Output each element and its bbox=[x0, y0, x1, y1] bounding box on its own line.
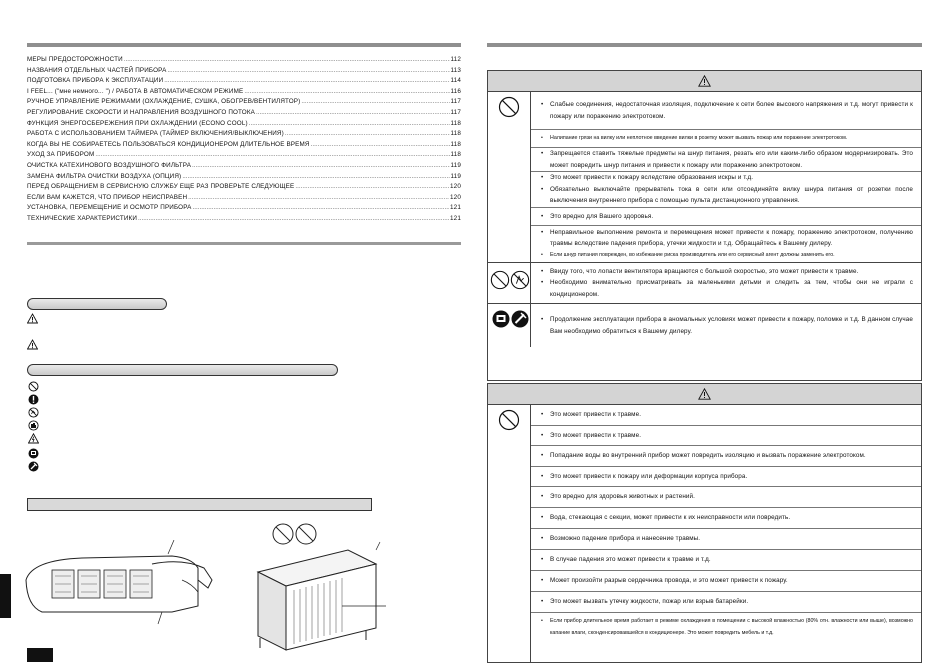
toc-title: ПЕРЕД ОБРАЩЕНИЕМ В СЕРВИСНУЮ СЛУЖБУ ЕЩЕ РАЗ ПРОВЕРЬТЕ СЛЕДУЮЩЕЕ bbox=[27, 183, 295, 191]
toc-title: УСТАНОВКА, ПЕРЕМЕЩЕНИЕ И ОСМОТР ПРИБОРА bbox=[27, 204, 192, 212]
toc-page: 118 bbox=[450, 130, 461, 138]
caution-triangle-icon bbox=[698, 388, 711, 400]
safety-item: • Запрещается ставить тяжелые предметы на шнур питания, резать его или каким-либо образом модернизировать. Это может повредить шнур питания и привести к пожару или поражению электротоком. bbox=[541, 148, 913, 171]
toc-page: 120 bbox=[450, 183, 461, 191]
toc-page: 121 bbox=[450, 214, 461, 222]
toc-page: 120 bbox=[450, 193, 461, 201]
toc-row bbox=[27, 119, 461, 130]
toc-leader bbox=[95, 150, 449, 161]
toc-title: КОГДА ВЫ НЕ СОБИРАЕТЕСЬ ПОЛЬЗОВАТЬСЯ КОНДИЦИОНЕРОМ ДЛИТЕЛЬНОЕ ВРЕМЯ bbox=[27, 140, 310, 148]
page-side-tab bbox=[0, 574, 11, 618]
symbols-legend-pill bbox=[27, 364, 338, 376]
safety-item: • Продолжение эксплуатации прибора в аномальных условиях может привести к пожару, поломке и т.д. В данном случае Вам необходимо обратиться к Вашему дилеру. bbox=[541, 314, 913, 337]
toc-title: РЕГУЛИРОВАНИЕ СКОРОСТИ И НАПРАВЛЕНИЯ ВОЗДУШНОГО ПОТОКА bbox=[27, 108, 255, 116]
toc-page: 112 bbox=[450, 56, 461, 63]
toc-row bbox=[27, 87, 461, 98]
warning-group bbox=[488, 92, 921, 263]
toc-page: 119 bbox=[450, 161, 461, 169]
toc-page: 118 bbox=[450, 140, 461, 148]
toc-row bbox=[27, 150, 461, 161]
unplug-icon bbox=[511, 310, 529, 328]
safety-row bbox=[531, 508, 921, 529]
ground-icon bbox=[28, 448, 39, 459]
safety-row bbox=[531, 304, 921, 347]
safety-row bbox=[531, 529, 921, 550]
toc-page: 113 bbox=[450, 66, 461, 74]
toc-leader bbox=[192, 161, 449, 172]
toc-leader bbox=[124, 55, 450, 66]
safety-item: • Это может привести к пожару вследствие образования искры и т.д. bbox=[541, 172, 913, 184]
safety-item: • Попадание воды во внутренний прибор может повредить изоляцию и вызвать поражение электротоком. bbox=[541, 450, 913, 462]
prohibited-icon bbox=[498, 96, 520, 118]
toc-row bbox=[27, 129, 461, 140]
toc-row bbox=[27, 172, 461, 183]
left-top-rule bbox=[27, 43, 461, 47]
page-number-block bbox=[27, 648, 53, 662]
toc-page: 114 bbox=[450, 77, 461, 85]
toc-leader bbox=[295, 182, 449, 193]
toc-leader bbox=[167, 66, 449, 77]
toc-title: ЗАМЕНА ФИЛЬТРА ОЧИСТКИ ВОЗДУХА (ОПЦИЯ) bbox=[27, 172, 182, 180]
no-wet-hands-icon bbox=[28, 420, 39, 431]
safety-item: • Обязательно выключайте прерыватель тока в сети или отсоединяйте вилку шнура питания от розетки после выключения внутреннего прибора с помощью пульта дистанционного управления. bbox=[541, 184, 913, 207]
safety-row bbox=[531, 487, 921, 508]
toc-page: 118 bbox=[450, 119, 461, 127]
toc-leader bbox=[188, 193, 449, 204]
warning-triangle-icon bbox=[698, 75, 711, 87]
toc-leader bbox=[138, 214, 449, 225]
warning-legend-pill bbox=[27, 298, 167, 310]
toc-title: РУЧНОЕ УПРАВЛЕНИЕ РЕЖИМАМИ (ОХЛАЖДЕНИЕ, СУШКА, ОБОГРЕВ/ВЕНТИЛЯТОР) bbox=[27, 98, 301, 106]
prohibited-icon bbox=[490, 270, 510, 290]
safety-item: • Может произойти разрыв сердечника провода, и это может привести к пожару. bbox=[541, 575, 913, 587]
toc-page: 118 bbox=[450, 151, 461, 159]
safety-row bbox=[531, 405, 921, 426]
safety-item: • Это может привести к пожару или деформации корпуса прибора. bbox=[541, 471, 913, 483]
safety-row bbox=[531, 446, 921, 467]
toc-page: 117 bbox=[450, 108, 461, 116]
ground-icon bbox=[492, 310, 510, 328]
toc-row bbox=[27, 140, 461, 151]
safety-item: • Это может привести к травме. bbox=[541, 409, 913, 421]
unplug-icon bbox=[28, 461, 39, 472]
no-fingers-icon bbox=[28, 407, 39, 418]
toc-title: РАБОТА С ИСПОЛЬЗОВАНИЕМ ТАЙМЕРА (ТАЙМЕР ВКЛЮЧЕНИЯ/ВЫКЛЮЧЕНИЯ) bbox=[27, 130, 284, 138]
toc-title: НАЗВАНИЯ ОТДЕЛЬНЫХ ЧАСТЕЙ ПРИБОРА bbox=[27, 66, 167, 74]
safety-row bbox=[531, 130, 921, 148]
toc-row bbox=[27, 214, 461, 225]
toc-page: 117 bbox=[450, 98, 461, 106]
safety-item: • Если прибор длительное время работает в режиме охлаждения в помещении с высокой влажностью (80% отн. влажности или выше), возможно капание влаги, сконденсировавшейся в кондиционере. Это может повредить мебель и т.д. bbox=[541, 616, 913, 639]
safety-item: • Слабые соединения, недостаточная изоляция, подключение к сети более высокого напряжения и т.д. могут привести к пожару или поражению электротоком. bbox=[541, 99, 913, 122]
section-divider bbox=[27, 242, 461, 245]
prohibited-icon bbox=[498, 409, 520, 431]
safety-row bbox=[531, 467, 921, 487]
safety-row bbox=[531, 208, 921, 226]
toc-row bbox=[27, 76, 461, 87]
toc-row bbox=[27, 161, 461, 172]
safety-item: • Это может привести к травме. bbox=[541, 430, 913, 442]
safety-row bbox=[531, 550, 921, 571]
toc-leader bbox=[256, 108, 450, 119]
toc-row bbox=[27, 182, 461, 193]
caution-panel bbox=[487, 383, 922, 663]
toc-leader bbox=[301, 97, 449, 108]
toc-row bbox=[27, 55, 461, 66]
safety-row bbox=[531, 263, 921, 303]
safety-row bbox=[531, 613, 921, 642]
toc-row bbox=[27, 108, 461, 119]
safety-item: • Возможно падение прибора и нанесение травмы. bbox=[541, 533, 913, 545]
figure-caption-bar bbox=[27, 498, 372, 511]
safety-row bbox=[531, 226, 921, 262]
toc-page: 119 bbox=[450, 172, 461, 180]
toc-page: 121 bbox=[450, 204, 461, 212]
warning-triangle-icon bbox=[27, 313, 38, 324]
safety-row bbox=[531, 571, 921, 592]
toc-title: ПОДГОТОВКА ПРИБОРА К ЭКСПЛУАТАЦИИ bbox=[27, 77, 164, 85]
indoor-unit-illustration bbox=[22, 540, 222, 630]
toc-leader bbox=[164, 76, 449, 87]
safety-item: • Ввиду того, что лопасти вентилятора вращаются с большой скоростью, это может привести к травме. bbox=[541, 266, 913, 278]
safety-row bbox=[531, 592, 921, 613]
toc-row bbox=[27, 203, 461, 214]
safety-row bbox=[531, 92, 921, 130]
toc-row bbox=[27, 97, 461, 108]
safety-row bbox=[531, 172, 921, 208]
toc-title: ЕСЛИ ВАМ КАЖЕТСЯ, ЧТО ПРИБОР НЕИСПРАВЕН bbox=[27, 193, 188, 201]
toc-title: МЕРЫ ПРЕДОСТОРОЖНОСТИ bbox=[27, 56, 123, 63]
mandatory-icon bbox=[28, 394, 39, 405]
caution-triangle-icon bbox=[27, 339, 38, 350]
caution-icon-cell bbox=[488, 405, 531, 662]
toc-leader bbox=[244, 87, 449, 98]
toc-page: 116 bbox=[450, 87, 461, 95]
safety-row bbox=[531, 148, 921, 172]
toc-row bbox=[27, 66, 461, 77]
safety-item: • Налипание грязи на вилку или неплотное введение вилки в розетку может вызвать пожар или поражение электротоком. bbox=[541, 133, 913, 145]
warning-panel bbox=[487, 70, 922, 381]
safety-item: • Необходимо внимательно присматривать за маленькими детьми и следить за тем, чтобы они не играли с кондиционером. bbox=[541, 277, 913, 300]
safety-item: • Если шнур питания поврежден, во избежание риска производитель или его сервисный агент должны заменить его. bbox=[541, 250, 913, 262]
toc-leader bbox=[249, 119, 450, 130]
safety-item: • Это может вызвать утечку жидкости, пожар или взрыв батарейки. bbox=[541, 596, 913, 608]
safety-item: • Вода, стекающая с секции, может привести к их неисправности или повредить. bbox=[541, 512, 913, 524]
warning-icon-cell bbox=[488, 304, 531, 347]
table-of-contents bbox=[27, 55, 461, 225]
toc-leader bbox=[182, 172, 449, 183]
toc-row bbox=[27, 193, 461, 204]
caution-panel-header bbox=[488, 384, 921, 405]
toc-title: ТЕХНИЧЕСКИЕ ХАРАКТЕРИСТИКИ bbox=[27, 214, 138, 222]
toc-leader bbox=[285, 129, 450, 140]
outdoor-unit-illustration bbox=[238, 520, 398, 660]
warning-group bbox=[488, 263, 921, 304]
caution-group bbox=[488, 405, 921, 662]
warning-panel-header bbox=[488, 71, 921, 92]
electric-shock-icon bbox=[28, 433, 39, 444]
warning-icon-cell bbox=[488, 263, 531, 303]
warning-group bbox=[488, 304, 921, 347]
toc-leader bbox=[311, 140, 450, 151]
toc-leader bbox=[193, 203, 450, 214]
right-top-rule bbox=[487, 43, 922, 47]
safety-item: • В случае падения это может привести к травме и т.д. bbox=[541, 554, 913, 566]
toc-title: I FEEL... ("мне немного... ") / РАБОТА В АВТОМАТИЧЕСКОМ РЕЖИМЕ bbox=[27, 87, 244, 95]
safety-row bbox=[531, 426, 921, 446]
safety-item: • Неправильное выполнение ремонта и перемещения может привести к пожару, поражению электротоком, получению травмы вследствие падения прибора, утечки жидкости и т.д. Обращайтесь к Вашему дилеру. bbox=[541, 227, 913, 250]
safety-item: • Это вредно для Вашего здоровья. bbox=[541, 211, 913, 223]
toc-title: ФУНКЦИЯ ЭНЕРГОСБЕРЕЖЕНИЯ ПРИ ОХЛАЖДЕНИИ (ECONO COOL) bbox=[27, 119, 248, 127]
warning-icon-cell bbox=[488, 92, 531, 262]
prohibited-icon bbox=[28, 381, 39, 392]
toc-title: ОЧИСТКА КАТЕХИНОВОГО ВОЗДУШНОГО ФИЛЬТРА bbox=[27, 161, 192, 169]
toc-title: УХОД ЗА ПРИБОРОМ bbox=[27, 151, 95, 159]
safety-item: • Это вредно для здоровья животных и растений. bbox=[541, 491, 913, 503]
no-fingers-icon bbox=[510, 270, 530, 290]
